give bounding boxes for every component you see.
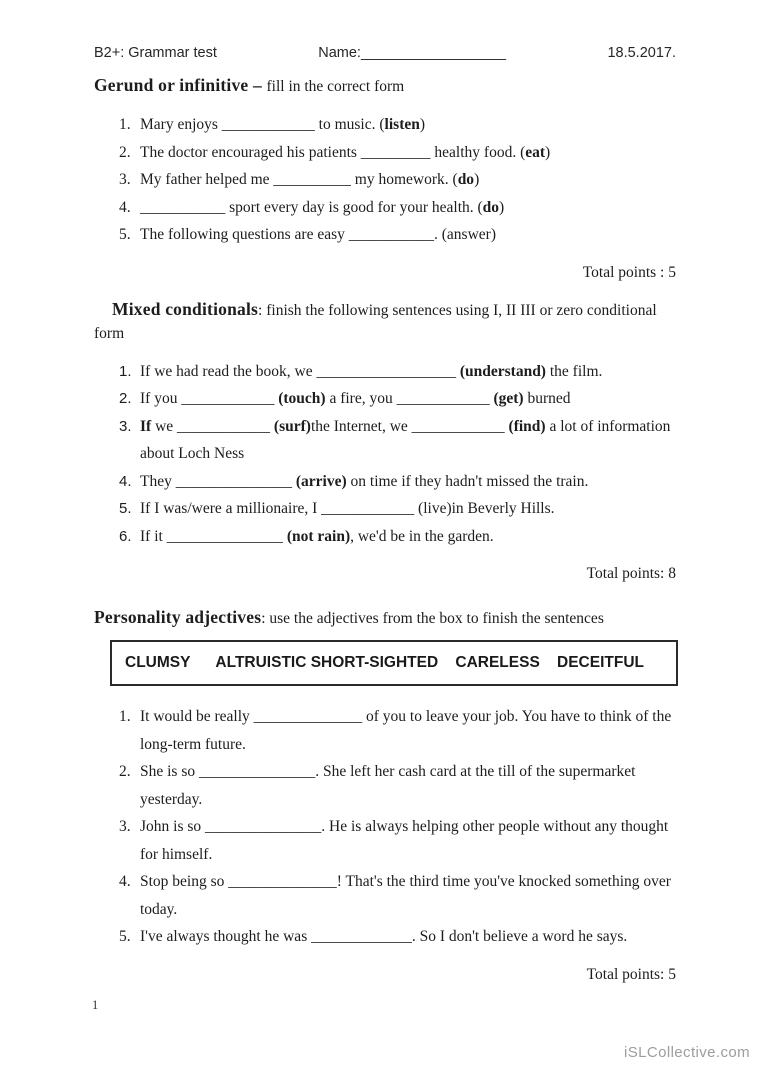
item-text-segment: ) (499, 198, 505, 216)
page-number: 1 (92, 998, 99, 1012)
item-number: 1. (119, 116, 131, 133)
section-title: Gerund or infinitive – (94, 75, 267, 95)
item-number: 3. (119, 171, 131, 188)
list-item (94, 868, 676, 923)
list-item (94, 385, 676, 413)
item-text-bold: (arrive) (295, 472, 347, 490)
section-instructions: fill in the correct form (266, 78, 405, 95)
item-text-segment: Stop being so ______________! That's the third time you've knocked something over today. (140, 873, 671, 918)
item-text (140, 385, 676, 413)
item-text-segment: ) (545, 143, 551, 161)
item-text-bold: listen (384, 116, 420, 133)
list-item (94, 194, 676, 222)
word-box-words: CLUMSY ALTRUISTIC SHORT-SIGHTED CARELESS DECEITFUL (125, 654, 644, 671)
item-text-segment: a fire, you ____________ (325, 390, 494, 407)
item-text-segment: My father helped me __________ my homework. ( (140, 171, 458, 188)
conditionals-list (94, 358, 676, 551)
gerund-list (94, 111, 676, 249)
item-text-bold: do (482, 198, 500, 216)
item-text (140, 523, 676, 551)
item-text-segment: a lot of information about Loch Ness (140, 417, 671, 462)
section-title: Mixed conditionals (112, 298, 259, 319)
section-heading-adjectives (94, 606, 676, 630)
item-text (140, 413, 676, 468)
item-number: 5. (119, 928, 131, 945)
item-text (140, 923, 676, 951)
total-points-gerund: Total points : 5 (582, 263, 676, 281)
item-text (140, 868, 676, 923)
item-text-segment: If you ____________ (140, 390, 279, 407)
item-text-bold: If (140, 417, 152, 435)
item-number: 5. (119, 500, 132, 517)
item-text-segment: I've always thought he was _____________. So I don't believe a word he says. (140, 928, 628, 945)
list-item (94, 758, 676, 813)
item-text (140, 495, 676, 523)
item-text-segment: If we had read the book, we __________________ (140, 362, 460, 380)
adjectives-list (94, 703, 676, 951)
item-text (140, 139, 676, 167)
item-number: 4. (119, 873, 131, 890)
list-item (94, 495, 676, 523)
section-heading-gerund (94, 74, 676, 98)
test-level-title: B2+: Grammar test (94, 45, 217, 61)
list-item (94, 468, 676, 496)
item-text (140, 468, 676, 496)
item-text-bold: (not rain) (286, 527, 351, 545)
item-number: 5. (119, 226, 131, 243)
item-number: 2. (119, 390, 132, 407)
item-number: 6. (119, 527, 132, 545)
adjectives-word-box (110, 640, 678, 686)
item-text-bold: (understand) (459, 362, 546, 380)
name-field (318, 44, 506, 62)
item-text-segment: If I was/were a millionaire, I ____________ (live)in Beverly Hills. (140, 500, 555, 517)
item-text-segment: If it _______________ (140, 527, 287, 545)
item-text (140, 194, 676, 222)
item-text-segment: the Internet, we ____________ (310, 417, 509, 435)
item-text-bold: (get) (493, 390, 524, 407)
item-text-segment: The following questions are easy ___________. (answer) (140, 226, 496, 243)
list-item (94, 923, 676, 951)
list-item (94, 139, 676, 167)
item-text-bold: (touch) (278, 390, 326, 407)
list-item (94, 523, 676, 551)
item-number: 2. (119, 143, 131, 161)
item-text-segment: the film. (545, 362, 603, 380)
item-text-segment: The doctor encouraged his patients _________ healthy food. ( (140, 143, 526, 161)
item-number: 4. (119, 198, 131, 216)
item-text-segment: ___________ sport every day is good for your health. ( (140, 198, 483, 216)
item-text-segment: ) (419, 116, 426, 133)
item-text-bold: (surf) (273, 417, 311, 435)
item-text-segment: on time if they hadn't missed the train. (346, 472, 589, 490)
date: 18.5.2017. (607, 45, 676, 61)
item-text (140, 358, 676, 386)
item-text-segment: , we'd be in the garden. (350, 527, 494, 545)
name-label: Name: (318, 45, 361, 61)
item-text-bold: (find) (508, 417, 546, 435)
item-text-bold: do (457, 171, 475, 188)
item-text (140, 703, 676, 758)
item-number: 1. (119, 362, 132, 380)
section-title: Personality adjectives (94, 607, 262, 627)
section-heading-conditionals (94, 298, 676, 345)
list-item (94, 703, 676, 758)
item-text-segment: ) (474, 171, 480, 188)
item-number: 1. (119, 708, 131, 725)
list-item (94, 166, 676, 194)
section-instructions: : finish the following sentences using I, II III or zero conditional form (94, 301, 657, 342)
item-text-segment: burned (523, 390, 571, 407)
item-text-segment: They _______________ (140, 472, 296, 490)
item-text-segment: Mary enjoys ____________ to music. ( (140, 116, 385, 133)
list-item (94, 358, 676, 386)
item-number: 4. (119, 472, 132, 490)
list-item (94, 111, 676, 139)
item-text (140, 813, 676, 868)
item-number: 2. (119, 763, 131, 780)
list-item (94, 413, 676, 468)
watermark: iSLCollective.com (623, 1044, 750, 1061)
item-text-segment: John is so _______________. He is always helping other people without any thought for himself. (140, 818, 669, 863)
item-text-segment: we ____________ (151, 417, 274, 435)
item-text (140, 758, 676, 813)
item-text (140, 221, 676, 249)
header (94, 44, 676, 62)
item-number: 3. (119, 818, 131, 835)
item-text-segment: It would be really ______________ of you to leave your job. You have to think of the long-term future. (140, 708, 672, 753)
total-points-adjectives: Total points: 5 (586, 965, 676, 983)
item-text (140, 166, 676, 194)
list-item (94, 221, 676, 249)
item-text (140, 111, 676, 139)
section-instructions: : use the adjectives from the box to finish the sentences (261, 610, 604, 627)
name-blank-line: __________________ (360, 45, 507, 61)
list-item (94, 813, 676, 868)
item-text-bold: eat (525, 143, 546, 161)
total-points-conditionals: Total points: 8 (586, 565, 676, 582)
item-number: 3. (119, 417, 132, 435)
item-text-segment: She is so _______________. She left her cash card at the till of the supermarket yesterday. (140, 763, 636, 808)
